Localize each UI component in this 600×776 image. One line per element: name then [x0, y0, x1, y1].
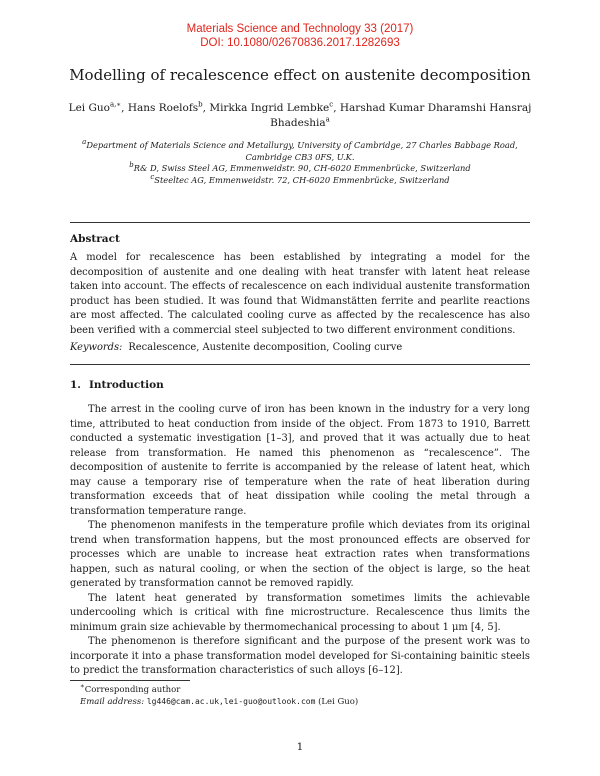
- email-address[interactable]: lg446@cam.ac.uk,lei-guo@outlook.com: [146, 697, 316, 706]
- paragraph: The arrest in the cooling curve of iron has been known in the industry for a very long time, attributed to heat conduction from inside of the object. From 1873 to 1910, Barrett conducted a systematic investigation [1–3], and proved that it was actually due to heat release from transformation. He named this phenomenon as “recalescence”. The decomposition of austenite to ferrite is accompanied by the release of latent heat, which may cause a temporary rise of temperature when the rate of heat liberation during transformation exceeds that of heat dissipation while cooling the metal through a transformation temperature range.: [70, 404, 530, 517]
- keywords-text: Recalescence, Austenite decomposition, Cooling curve: [128, 342, 403, 353]
- journal-header: [0, 22, 600, 50]
- affiliation: $^c$Steeltec AG, Emmenweidstr. 72, CH-6020 Emmenbrücke, Switzerland: [150, 172, 450, 185]
- keywords-label: Keywords:: [70, 342, 123, 353]
- email-line: Email address: lg446@cam.ac.uk,lei-guo@outlook.com (Lei Guo): [80, 697, 359, 707]
- footnote-rule: [70, 680, 190, 681]
- journal-link[interactable]: Materials Science and Technology 33 (2017): [186, 23, 414, 35]
- author-list: [60, 101, 540, 131]
- abstract-heading: Abstract: [70, 233, 120, 245]
- introduction-body: [70, 403, 530, 679]
- paper-title: Modelling of recalescence effect on austenite decomposition: [69, 66, 531, 84]
- affiliations: [60, 140, 540, 186]
- abstract-text: A model for recalescence has been established by integrating a model for the decomposition of austenite and one dealing with heat transfer with latent heat release taken into account. The effects of recalescence on each individual austenite transformation product has been studied. It was found that Widmanstätten ferrite and pearlite reactions are most affected. The calculated cooling curve as affected by the recalescence has also been verified with a commercial steel subjected to two different environment conditions.: [70, 252, 530, 336]
- abstract-bottom-rule: [70, 364, 530, 365]
- author: Harshad Kumar Dharamshi Hansraj Bhadeshia$^a$: [270, 102, 532, 129]
- corresponding-author-note: ∗Corresponding author: [80, 682, 181, 695]
- keywords: [70, 342, 402, 353]
- paragraph: The latent heat generated by transformation sometimes limits the achievable undercooling which is critical with fine microstructure. Recalescence thus limits the minimum grain size achievable by thermomechanical processing to about 1 μm [4, 5].: [70, 592, 530, 633]
- author: Mirkka Ingrid Lembke$^c$,: [209, 100, 340, 114]
- paragraph: The phenomenon manifests in the temperature profile which deviates from its original trend when transformation happens, but the most pronounced effects are observed for processes which are unable to increase heat extraction rates when transformations happen, such as natural cooling, or when the section of the object is large, so the heat generated by transformation cannot be removed rapidly.: [70, 520, 530, 589]
- author: Hans Roelofs$^b$,: [127, 100, 210, 114]
- author: Lei Guo$^{a,∗}$,: [68, 100, 128, 114]
- paragraph: The phenomenon is therefore significant and the purpose of the present work was to incorporate it into a phase transformation model developed for Si-containing bainitic steels to predict the transformation characteristics of such alloys [6–12].: [70, 636, 530, 676]
- page-number: 1: [296, 741, 304, 753]
- affiliation: $^b$R& D, Swiss Steel AG, Emmenweidstr. 90, CH-6020 Emmenbrücke, Switzerland: [129, 161, 471, 173]
- doi-link[interactable]: DOI: 10.1080/02670836.2017.1282693: [200, 37, 400, 49]
- section-heading: 1. Introduction: [70, 379, 164, 391]
- abstract-top-rule: [70, 222, 530, 223]
- footnote: [80, 684, 358, 708]
- affiliation: $^a$Department of Materials Science and Metallurgy, University of Cambridge, 27 Charles Babbage Road, Cambridge CB3 0FS, U.K.: [82, 138, 518, 162]
